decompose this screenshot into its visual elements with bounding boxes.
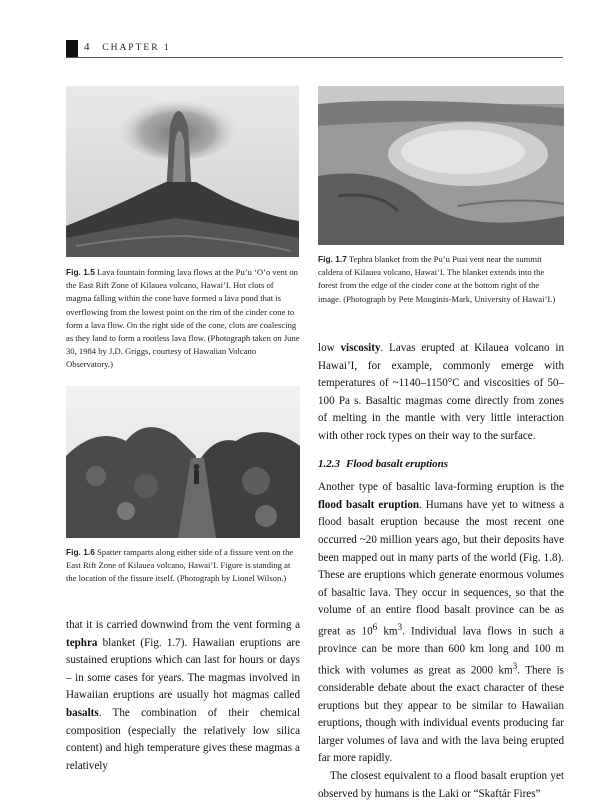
figure-1-7-caption <box>318 253 562 306</box>
page-number: 4 <box>84 41 91 53</box>
figure-1-6-text: Spatter ramparts along either side of a fissure vent on the East Rift Zone of Kilauea volcano, Hawai’I. Figure is standing at the location of the fissure itself. (Photograph by Lionel Wilson.) <box>66 547 294 584</box>
paragraph-laki: The closest equivalent to a flood basalt eruption yet observed by humans is the Laki or “Skaftár Fires” <box>318 770 564 800</box>
term-flood-basalt: flood basalt eruption <box>318 498 420 511</box>
figure-1-5-photo <box>66 86 299 257</box>
running-header <box>84 41 171 53</box>
chapter-label: CHAPTER 1 <box>102 43 171 53</box>
figure-1-5-caption <box>66 266 300 372</box>
figure-1-5-text: Lava fountain forming lava flows at the Pu’u ‘O’o vent on the East Rift Zone of Kilauea volcano, Hawai’I. Hot clots of magma falling within the cone have formed a lava pond that is overflowing from the lowest point on the rim of the cinder cone to form a lava flow. On the right side of the cone, clots are coalescing as they land to form a rootless lava flow. (Photograph taken on June 30, 1984 by J.D. Griggs, courtesy of Hawaiian Volcano Observatory.) <box>66 267 300 370</box>
figure-1-7-text: Tephra blanket from the Pu’u Puai vent near the summit caldera of Kilauea volcano, Hawai’I. The blanket extends into the forest from the edge of the cinder cone at the bottom right of the image. (Photograph by Pete Mouginis-Mark, University of Hawai’I.) <box>318 254 556 304</box>
section-heading <box>318 456 564 474</box>
header-block <box>66 40 78 58</box>
term-basalts: basalts <box>66 706 99 719</box>
paragraph-viscosity: low viscosity. Lavas erupted at Kilauea volcano in Hawai’I, for example, commonly emerge with temperatures of ~1140–1150°C and viscosities of 50–100 Pa s. Basaltic magmas come directly from zones of melting in the mantle with very little interaction with other rock types on their way to the surface. <box>318 342 564 442</box>
section-title: Flood basalt eruptions <box>346 457 449 470</box>
figure-1-7-label: Fig. 1.7 <box>318 254 347 264</box>
figure-1-6-caption <box>66 546 300 586</box>
header-rule <box>66 57 563 58</box>
paragraph-flood-basalt: Another type of basaltic lava-forming eruption is the flood basalt eruption. Humans have yet to witness a flood basalt eruption because the most recent one occurred ~20 million years ago, but their deposits have been mapped out in many parts of the world (Fig. 1.8). These are eruptions which generate enormous volumes of basaltic lava. They occur in sequences, so that the volume of an entire flood basalt province can be as great as $10^6$ $km^3$. Individual lava flows in such a province can be more than 600 km long and 100 m thick with volumes as great as 2000 $km^3$. There is considerable debate about the exact character of these eruptions but they appear to be similar to Hawaiian eruptions, though with individual events producing far larger volumes of lava and with the lava being erupted far more rapidly. <box>318 481 565 765</box>
section-number: 1.2.3 <box>318 457 340 470</box>
paragraph-tephra: that it is carried downwind from the vent forming a tephra blanket (Fig. 1.7). Hawaiian eruptions are sustained eruptions which can last for hours or days – in some cases for years. The magmas involved in Hawaiian eruptions are usually hot magmas called basalts. The combination of their chemical composition (especially the relatively low silica content) and high temperature gives these magmas a relatively <box>66 619 300 772</box>
right-column-text <box>318 340 564 803</box>
term-viscosity: viscosity <box>340 342 381 354</box>
term-tephra: tephra <box>66 636 98 649</box>
figure-1-5-label: Fig. 1.5 <box>66 267 95 277</box>
figure-1-6-label: Fig. 1.6 <box>66 547 95 557</box>
figure-1-7-photo <box>318 86 564 245</box>
figure-1-6-photo <box>66 386 300 538</box>
left-column-text <box>66 617 300 775</box>
